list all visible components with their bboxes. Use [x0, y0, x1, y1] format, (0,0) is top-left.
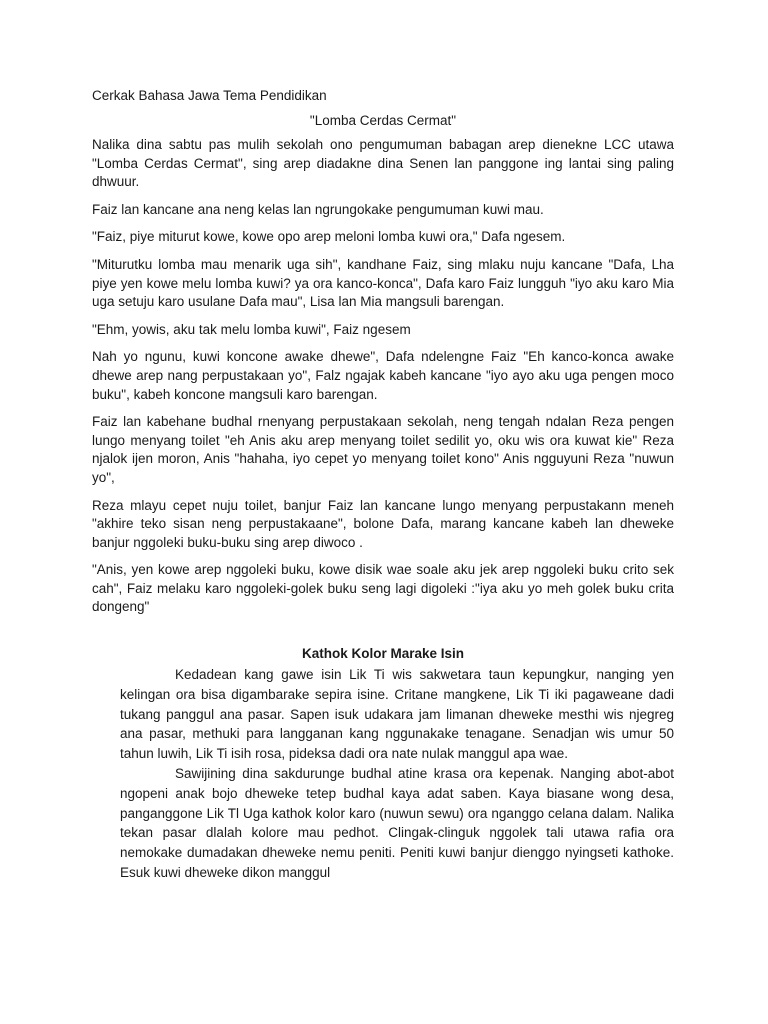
story-paragraph: Sawijining dina sakdurunge budhal atine krasa ora kepenak. Nanging abot-abot ngopeni anak bojo dheweke tetep budhal kaya adat saben. Kaya biasane wong desa, panganggone Lik Tl Uga kathok kolor karo (nuwun sewu) ora nganggo celana dalam. Nalika tekan pasar dlalah kolore mau pedhot. Clingak-clinguk nggolek tali utawa rafia ora nemokake dumadakan dheweke nemu peniti. Peniti kuwi banjur dienggo nyingseti kathoke. Esuk kuwi dheweke dikon manggul — [120, 766, 674, 881]
story-paragraph: Faiz lan kancane ana neng kelas lan ngrungokake pengumuman kuwi mau. — [92, 201, 544, 217]
story-title: "Lomba Cerdas Cermat" — [309, 113, 457, 128]
document-heading: Cerkak Bahasa Jawa Tema Pendidikan — [92, 88, 327, 103]
story-paragraph: Faiz lan kabehane budhal rnenyang perpustakaan sekolah, neng tengah ndalan Reza pengen lungo menyang toilet "eh Anis aku arep menyang toilet sedilit yo, oku wis ora kuwat kie" Reza njalok ijen moron, Anis "hahaha, iyo cepet yo menyang toilet kono" Anis ngguyuni Reza "nuwun yo", — [92, 414, 674, 485]
document-page — [92, 86, 674, 883]
story-paragraph: "Anis, yen kowe arep nggoleki buku, kowe disik wae soale aku jek arep nggoleki buku crito sek cah", Faiz melaku karo nggoleki-golek buku seng lagi digoleki :"iya aku yo meh golek buku crita dongeng" — [92, 562, 674, 615]
story-paragraph: Reza mlayu cepet nuju toilet, banjur Faiz lan kancane lungo menyang perpustakann meneh "akhire teko sisan neng perpustakaane", bolone Dafa, marang kancane kabeh lan dheweke banjur nggoleki buku-buku sing arep diwoco . — [92, 497, 674, 550]
story-paragraph: Nah yo ngunu, kuwi koncone awake dhewe", Dafa ndelengne Faiz "Eh kanco-konca awake dhewe arep nang perpustakaan yo", Falz ngajak kabeh kancane "iyo ayo aku uga pengen moco buku", kabeh koncone mangsuli karo barengan. — [92, 349, 674, 402]
story-paragraph: "Miturutku lomba mau menarik uga sih", kandhane Faiz, sing mlaku nuju kancane "Dafa, Lha piye yen kowe melu lomba kuwi? ya ora kanco-konca", Dafa karo Faiz lungguh "iyo aku karo Mia uga setuju karo usulane Dafa mau", Lisa lan Mia mangsuli barengan. — [92, 256, 674, 310]
story-paragraph: Kedadean kang gawe isin Lik Ti wis sakwetara taun kepungkur, nanging yen kelingan ora bisa digambarake sepira isine. Critane mangkene, Lik Ti iki pagaweane dadi tukang panggul ana pasar. Sapen isuk udakara jam limanan dheweke mesthi wis njegreg ana pasar, methuki para langganan kang nggunakake tenagane. Senadjan wis umur 50 tahun luwih, Lik Ti isih rosa, pideksa dadi ora nate nulak manggul apa wae. — [120, 667, 674, 762]
story-paragraph: Nalika dina sabtu pas mulih sekolah ono pengumuman babagan arep dienekne LCC utawa "Lomba Cerdas Cermat", sing arep diadakne dina Senen lan panggone ing lantai sing paling dhwuur. — [92, 137, 674, 190]
second-story — [92, 644, 674, 883]
story-paragraph: "Faiz, piye miturut kowe, kowe opo arep meloni lomba kuwi ora," Dafa ngesem. — [92, 229, 566, 245]
story-title-bold: Kathok Kolor Marake Isin — [301, 646, 465, 662]
story-paragraph: "Ehm, yowis, aku tak melu lomba kuwi", Faiz ngesem — [92, 321, 411, 337]
